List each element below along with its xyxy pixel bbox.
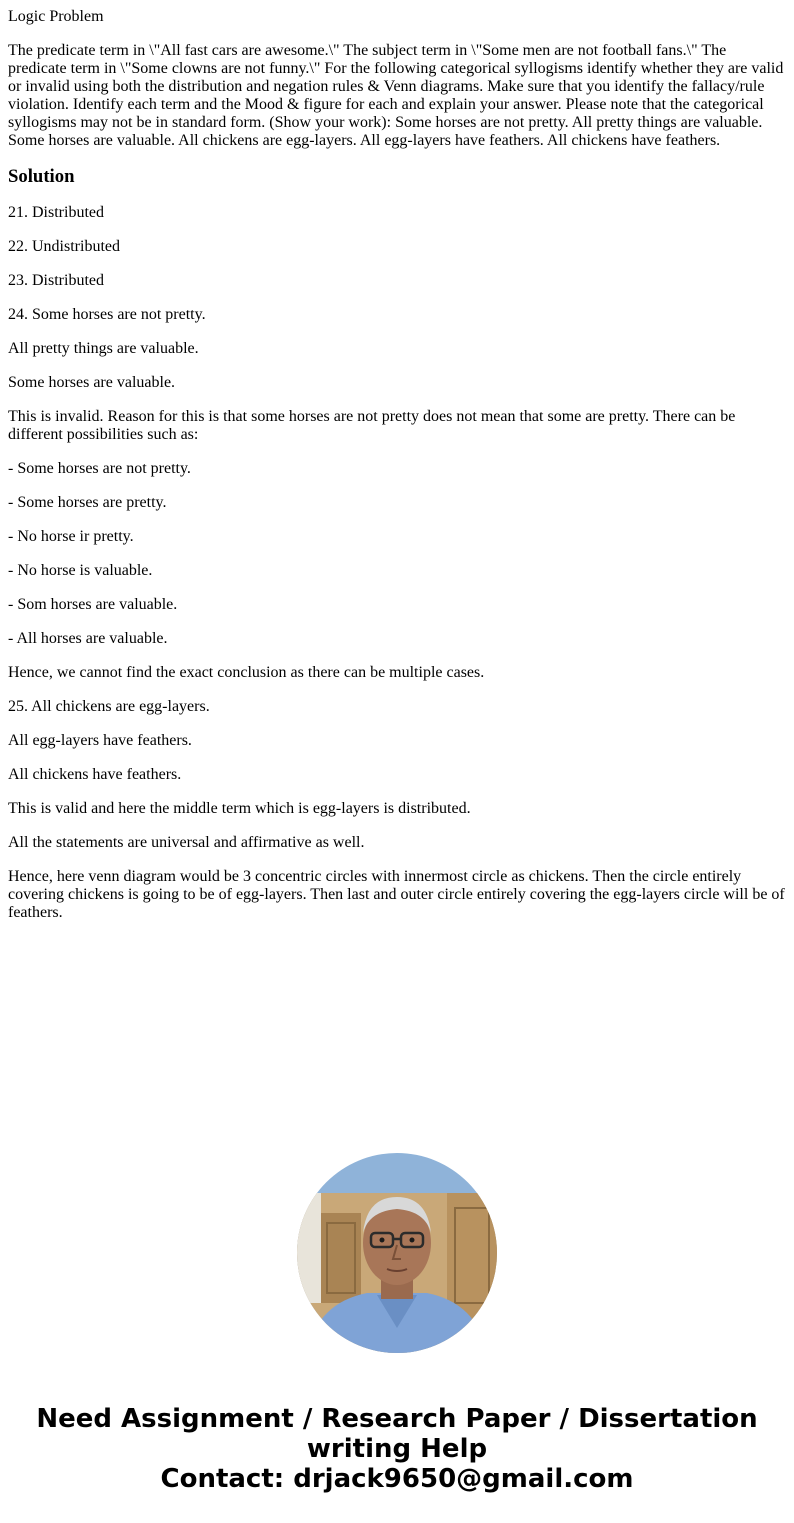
solution-paragraph: This is valid and here the middle term which is egg-layers is distributed. — [8, 800, 471, 817]
solution-paragraph: 22. Undistributed — [8, 238, 120, 255]
solution-paragraph: - No horse ir pretty. — [8, 528, 134, 545]
footer-contact — [0, 1404, 794, 1494]
solution-paragraph: This is invalid. Reason for this is that some horses are not pretty does not mean that some are pretty. There can be different possibilities such as: — [8, 408, 736, 443]
solution-paragraph: 21. Distributed — [8, 204, 104, 221]
solution-paragraph: All egg-layers have feathers. — [8, 732, 192, 749]
footer-line-1: Need Assignment / Research Paper / Dissertation — [36, 1404, 758, 1434]
footer-line-2: writing Help — [306, 1434, 488, 1464]
author-avatar — [297, 1153, 497, 1353]
problem-title: Logic Problem — [8, 8, 104, 25]
solution-heading: Solution — [8, 166, 75, 187]
solution-paragraph: 25. All chickens are egg-layers. — [8, 698, 210, 715]
solution-paragraph: 24. Some horses are not pretty. — [8, 306, 206, 323]
solution-paragraph: Hence, here venn diagram would be 3 concentric circles with innermost circle as chickens. Then the circle entirely covering chickens is going to be of egg-layers. Then last and outer circle entirely covering the egg-layers circle will be of feathers. — [8, 868, 785, 921]
solution-paragraph: - No horse is valuable. — [8, 562, 153, 579]
footer-contact-email: Contact: drjack9650@gmail.com — [160, 1464, 634, 1494]
solution-paragraph: Hence, we cannot find the exact conclusion as there can be multiple cases. — [8, 664, 485, 681]
solution-paragraph: 23. Distributed — [8, 272, 104, 289]
solution-paragraph: All chickens have feathers. — [8, 766, 182, 783]
problem-question: The predicate term in \"All fast cars are awesome.\" The subject term in \"Some men are not football fans.\" The predicate term in \"Some clowns are not funny.\" For the following categorical syllogisms identify whether they are valid or invalid using both the distribution and negation rules & Venn diagrams. Make sure that you identify the fallacy/rule violation. Identify each term and the Mood & figure for each and explain your answer. Please note that the categorical syllogisms may not be in standard form. (Show your work): Some horses are not pretty. All pretty things are valuable. Some horses are valuable. All chickens are egg-layers. All egg-layers have feathers. All chickens have feathers. — [8, 42, 784, 149]
solution-body — [8, 204, 786, 922]
solution-paragraph: - All horses are valuable. — [8, 630, 168, 647]
solution-paragraph: Some horses are valuable. — [8, 374, 176, 391]
solution-paragraph: All pretty things are valuable. — [8, 340, 199, 357]
person-photo-avatar-icon — [297, 1153, 497, 1353]
solution-paragraph: - Some horses are not pretty. — [8, 460, 191, 477]
solution-paragraph: - Som horses are valuable. — [8, 596, 178, 613]
document-content — [8, 8, 786, 938]
solution-paragraph: All the statements are universal and affirmative as well. — [8, 834, 365, 851]
solution-paragraph: - Some horses are pretty. — [8, 494, 167, 511]
